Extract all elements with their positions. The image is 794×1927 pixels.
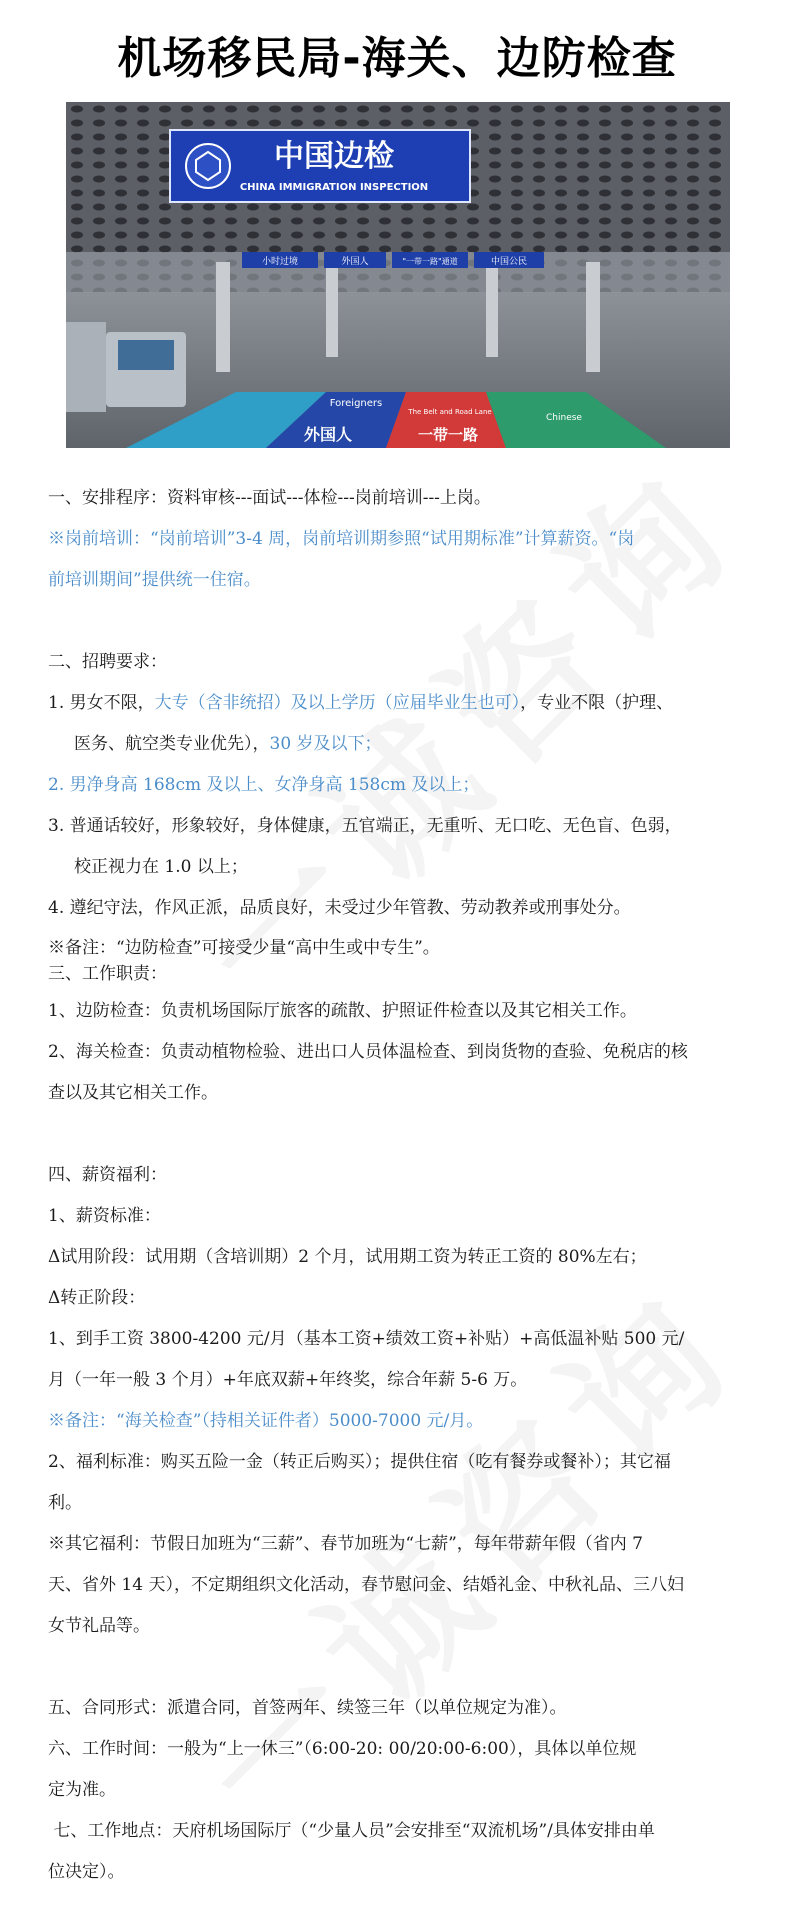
requirements-heading: 二、招聘要求： xyxy=(48,652,167,672)
training-note-line1: ※岗前培训：“岗前培训”3-4 周，岗前培训期参照“试用期标准”计算薪资。“岗 xyxy=(48,529,635,549)
welfare-standard: 2、福利标准：购买五险一金（转正后购买）；提供住宿（吃有餐券或餐补）；其它福 xyxy=(48,1452,671,1472)
duty-1: 1、边防检查：负责机场国际厅旅客的疏散、护照证件检查以及其它相关工作。 xyxy=(48,1001,637,1021)
arrangement-procedure: 一、安排程序：资料审核---面试---体检---岗前培训---上岗。 xyxy=(48,488,491,508)
other-welfare: ※其它福利：节假日加班为“三薪”、春节加班为“七薪”，每年带薪年假（省内 7 xyxy=(48,1534,643,1554)
other-welfare-cont: 天、省外 14 天），不定期组织文化活动，春节慰问金、结婚礼金、中秋礼品、三八妇 xyxy=(48,1575,684,1595)
work-location-cont: 位决定）。 xyxy=(48,1862,125,1882)
airport-photo xyxy=(66,102,730,448)
floor-label: The Belt and Road Lane xyxy=(408,408,492,416)
direction-sign: 中国公民 xyxy=(490,257,528,267)
floor-label: Chinese xyxy=(546,413,582,423)
other-welfare-end: 女节礼品等。 xyxy=(48,1616,150,1636)
floor-label: 一带一路 xyxy=(417,426,479,444)
trial-period: Δ试用阶段：试用期（含培训期）2 个月，试用期工资为转正工资的 80%左右； xyxy=(48,1247,647,1267)
sign-main: 中国边检 xyxy=(274,139,394,174)
duty-2: 2、海关检查：负责动植物检验、进出口人员体温检查、到岗货物的查验、免税店的核 xyxy=(48,1042,688,1062)
floor-label: 外国人 xyxy=(303,425,353,444)
contract-form: 五、合同形式：派遣合同，首签两年、续签三年（以单位规定为准）。 xyxy=(48,1698,567,1718)
sign-sub: CHINA IMMIGRATION INSPECTION xyxy=(239,182,429,193)
job-description xyxy=(48,478,748,1893)
direction-sign: 小时过境 xyxy=(261,257,299,267)
regular-period: Δ转正阶段： xyxy=(48,1288,146,1308)
work-hours-cont: 定为准。 xyxy=(48,1780,116,1800)
welfare-standard-cont: 利。 xyxy=(48,1493,82,1513)
requirement-3: 3. 普通话较好，形象较好，身体健康，五官端正，无重听、无口吃、无色盲、色弱， xyxy=(48,816,682,836)
salary-heading: 四、薪资福利： xyxy=(48,1165,167,1185)
requirement-1: 1. 男女不限，大专（含非统招）及以上学历（应届毕业生也可），专业不限（护理、 xyxy=(48,693,674,713)
requirement-2: 2. 男净身高 168cm 及以上、女净身高 158cm 及以上； xyxy=(48,775,480,795)
direction-sign: 外国人 xyxy=(341,257,369,267)
direction-sign: "一带一路"通道 xyxy=(402,257,458,266)
work-location: 七、工作地点：天府机场国际厅（“少量人员”会安排至“双流机场”/具体安排由单 xyxy=(48,1821,655,1841)
duties-heading: 三、工作职责： xyxy=(48,964,167,984)
customs-pay-note: ※备注：“海关检查”（持相关证件者）5000-7000 元/月。 xyxy=(48,1411,484,1431)
floor-label: Foreigners xyxy=(329,398,383,409)
salary-standard: 1、薪资标准： xyxy=(48,1206,161,1226)
requirements-note: ※备注：“边防检查”可接受少量“高中生或中专生”。 xyxy=(48,938,440,958)
requirement-1-cont: 医务、航空类专业优先），30 岁及以下； xyxy=(74,734,382,754)
work-hours: 六、工作时间：一般为“上一休三”（6:00-20: 00/20:00-6:00），具体以单位规 xyxy=(48,1739,637,1759)
training-note-line2: 前培训期间”提供统一住宿。 xyxy=(48,570,261,590)
pay-detail-cont: 月（一年一般 3 个月）+年底双薪+年终奖，综合年薪 5-6 万。 xyxy=(48,1370,528,1390)
page-title: 机场移民局-海关、边防检查 xyxy=(117,33,677,84)
requirement-4: 4. 遵纪守法，作风正派，品质良好，未受过少年管教、劳动教养或刑事处分。 xyxy=(48,898,631,918)
pay-detail: 1、到手工资 3800-4200 元/月（基本工资+绩效工资+补贴）+高低温补贴 500 元/ xyxy=(48,1329,685,1349)
requirement-3-cont: 校正视力在 1.0 以上； xyxy=(74,857,248,877)
duty-2-cont: 查以及其它相关工作。 xyxy=(48,1083,218,1103)
